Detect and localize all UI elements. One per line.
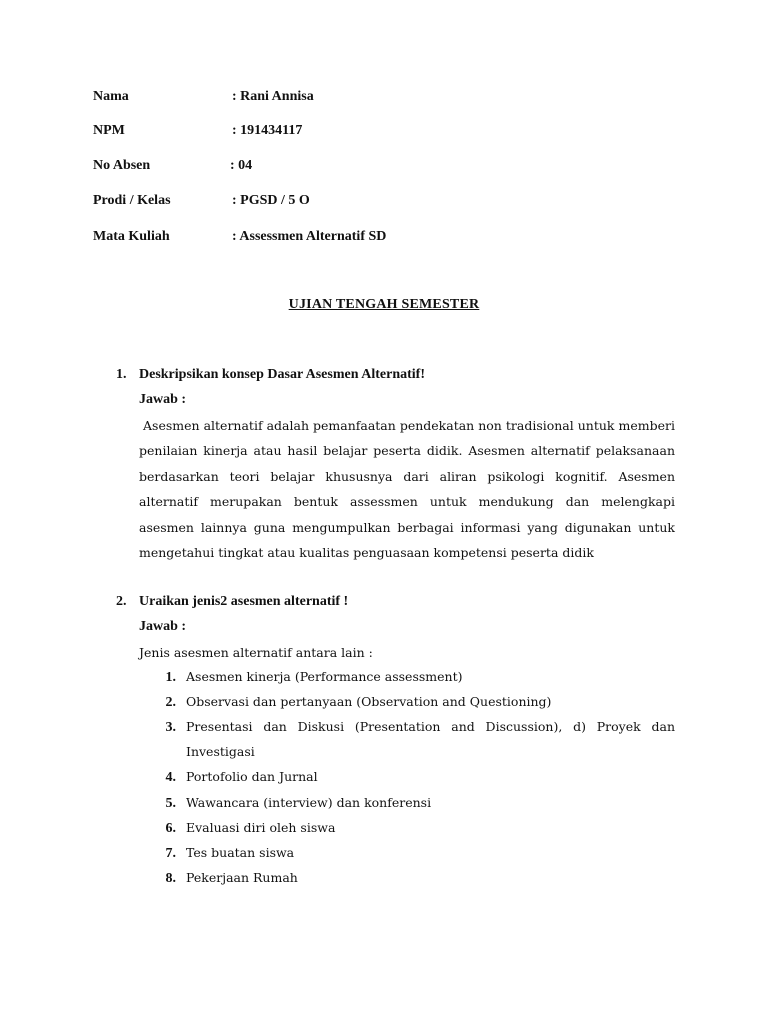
list-item-number: 2. — [165, 695, 176, 710]
answer-paragraph: Asesmen alternatif adalah pemanfaatan pendekatan non tradisional untuk memberi penilaian kinerja atau hasil belajar peserta didik. Asesmen alternatif pelaksanaan berdasarkan teori belajar khususnya dari aliran psikologi kognitif. Asesmen alternatif merupakan bentuk assessmen untuk mendukung dan melengkapi asesmen lainnya guna mengumpulkan berbagai informasi yang digunakan untuk mengetahui tingkat atau kualitas penguasaan kompetensi peserta didik — [139, 418, 679, 561]
header-value: : Rani Annisa — [232, 89, 314, 104]
header-label: Prodi / Kelas — [93, 193, 171, 208]
list-item-number: 3. — [165, 720, 176, 735]
list-item-number: 6. — [165, 821, 176, 836]
list-item-number: 4. — [165, 770, 176, 785]
list-item-text: Portofolio dan Jurnal — [186, 769, 318, 784]
list-item-text: Evaluasi diri oleh siswa — [186, 820, 336, 835]
header-value: : PGSD / 5 O — [232, 193, 310, 208]
question-text: Deskripsikan konsep Dasar Asesmen Alternatif! — [139, 367, 425, 382]
answer-label: Jawab : — [139, 392, 187, 407]
header-label: NPM — [93, 123, 125, 138]
list-item-text: Observasi dan pertanyaan (Observation and Questioning) — [186, 694, 552, 709]
list-item-text: Presentasi dan Diskusi (Presentation and Discussion), d) Proyek dan Investigasi — [186, 719, 675, 759]
list-item-number: 1. — [165, 670, 176, 685]
document-title: UJIAN TENGAH SEMESTER — [288, 297, 480, 312]
list-item-text: Pekerjaan Rumah — [186, 870, 298, 885]
header-value: : Assessmen Alternatif SD — [232, 229, 387, 244]
header-value: : 04 — [230, 158, 253, 173]
answer-label: Jawab : — [139, 619, 187, 634]
answer-intro: Jenis asesmen alternatif antara lain : — [139, 645, 373, 660]
list-item-text: Wawancara (interview) dan konferensi — [186, 795, 432, 810]
header-value: : 191434117 — [232, 123, 303, 138]
list-item-text: Tes buatan siswa — [186, 845, 295, 860]
header-label: No Absen — [93, 158, 151, 173]
header-label: Mata Kuliah — [93, 229, 170, 244]
question-text: Uraikan jenis2 asesmen alternatif ! — [139, 594, 349, 609]
list-item-number: 7. — [165, 846, 176, 861]
question-number: 2. — [116, 594, 127, 609]
header-label: Nama — [93, 89, 129, 104]
question-number: 1. — [116, 367, 127, 382]
list-item-text: Asesmen kinerja (Performance assessment) — [186, 669, 463, 684]
list-item-number: 8. — [165, 871, 176, 886]
list-item-number: 5. — [165, 796, 176, 811]
